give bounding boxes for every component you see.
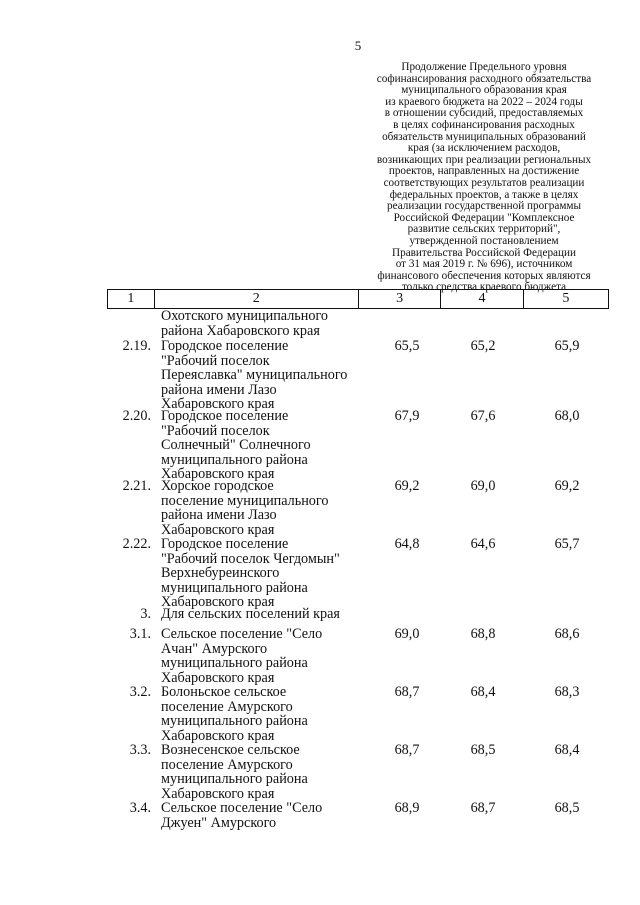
header-line: утвержденной постановлением <box>409 234 559 247</box>
value-2024: 68,0 <box>554 408 580 424</box>
row-number: 2.21. <box>122 478 151 494</box>
value-2022: 65,5 <box>394 338 420 354</box>
header-line: Продолжение Предельного уровня <box>401 61 567 73</box>
header-line: развитие сельских территорий", <box>407 223 561 236</box>
value-2023: 67,6 <box>470 408 496 424</box>
column-header: 2 <box>154 290 358 309</box>
header-line: федеральных проектов, а также в целях <box>389 188 579 201</box>
value-2022: 67,9 <box>394 408 420 424</box>
row-name: Вознесенское сельское поселение Амурского муниципального района Хабаровского края <box>161 742 308 802</box>
row-name: Сельское поселение "Село Джуен" Амурского <box>161 800 323 831</box>
header-line: в отношении субсидий, предоставляемых <box>384 107 584 120</box>
value-2022: 68,7 <box>394 742 420 758</box>
value-2022: 69,0 <box>394 626 420 642</box>
header-line: Правительства Российской Федерации <box>392 246 576 259</box>
row-number: 3. <box>140 606 151 622</box>
row-number: 3.4. <box>129 800 151 816</box>
value-2023: 68,8 <box>470 626 496 642</box>
table-row <box>107 309 609 339</box>
document-header <box>352 62 616 294</box>
table-row <box>107 536 609 611</box>
column-header: 4 <box>441 290 523 309</box>
column-number-header <box>107 289 609 309</box>
value-2023: 68,5 <box>470 742 496 758</box>
table-row <box>107 408 609 483</box>
column-header: 5 <box>523 290 608 309</box>
value-2024: 65,7 <box>554 536 580 552</box>
row-number: 3.1. <box>129 626 151 642</box>
value-2023: 69,0 <box>470 478 496 494</box>
header-line: соответствующих результатов реализации <box>383 176 585 189</box>
value-2024: 68,4 <box>554 742 580 758</box>
value-2022: 68,9 <box>394 800 420 816</box>
value-2024: 69,2 <box>554 478 580 494</box>
row-number: 2.22. <box>122 536 151 552</box>
header-line: из краевого бюджета на 2022 – 2024 годы <box>385 95 583 108</box>
row-name: Городское поселение "Рабочий поселок Солнечный" Солнечного муниципального района Хабаровского края <box>161 408 311 483</box>
row-number: 2.19. <box>122 338 151 354</box>
row-name: Охотского муниципального района Хабаровского края <box>161 308 328 339</box>
value-2024: 65,9 <box>554 338 580 354</box>
header-line: проектов, направленных на достижение <box>388 165 580 178</box>
column-header: 1 <box>108 290 155 309</box>
row-name: Хорское городское поселение муниципального района имени Лазо Хабаровского края <box>161 478 329 538</box>
page-number: 5 <box>354 38 362 53</box>
row-number: 2.20. <box>122 408 151 424</box>
value-2022: 68,7 <box>394 684 420 700</box>
header-line: финансового обеспечения которых являются <box>377 269 591 282</box>
value-2022: 64,8 <box>394 536 420 552</box>
header-line: обязательств муниципальных образований <box>382 130 586 143</box>
header-line: только средства краевого бюджета <box>401 281 567 294</box>
table-row <box>107 607 609 627</box>
row-name: Городское поселение "Рабочий поселок Чегдомын" Верхнебуреинского муниципального района Хабаровского края <box>161 536 340 611</box>
header-line: от 31 мая 2019 г. № 696), источником <box>395 258 573 271</box>
value-2023: 64,6 <box>470 536 496 552</box>
value-2023: 65,2 <box>470 338 496 354</box>
column-header: 3 <box>358 290 440 309</box>
row-name: Городское поселение "Рабочий поселок Переяславка" муниципального района имени Лазо Хабаровского края <box>161 338 348 413</box>
table-row <box>107 685 609 743</box>
header-line: софинансирования расходного обязательства <box>376 72 592 85</box>
value-2024: 68,6 <box>554 626 580 642</box>
row-number: 3.3. <box>129 742 151 758</box>
table-row <box>107 338 609 413</box>
table-body <box>107 309 609 833</box>
header-line: реализации государственной программы <box>387 200 581 213</box>
header-line: муниципального образования края <box>401 84 567 97</box>
header-line: Российской Федерации "Комплексное <box>393 211 575 224</box>
row-name: Сельское поселение "Село Ачан" Амурского муниципального района Хабаровского края <box>161 626 323 686</box>
header-line: в целях софинансирования расходных <box>393 118 575 131</box>
row-number: 3.2. <box>129 684 151 700</box>
table-row <box>107 801 609 833</box>
header-line: края (за исключением расходов, <box>407 142 561 155</box>
table-row <box>107 627 609 685</box>
value-2022: 69,2 <box>394 478 420 494</box>
table-row <box>107 479 609 537</box>
value-2023: 68,4 <box>470 684 496 700</box>
value-2023: 68,7 <box>470 800 496 816</box>
value-2024: 68,3 <box>554 684 580 700</box>
table-row <box>107 743 609 801</box>
header-line: возникающих при реализации региональных <box>376 153 592 166</box>
section-heading: Для сельских поселений края <box>161 606 340 622</box>
row-name: Болоньское сельское поселение Амурского муниципального района Хабаровского края <box>161 684 308 744</box>
value-2024: 68,5 <box>554 800 580 816</box>
